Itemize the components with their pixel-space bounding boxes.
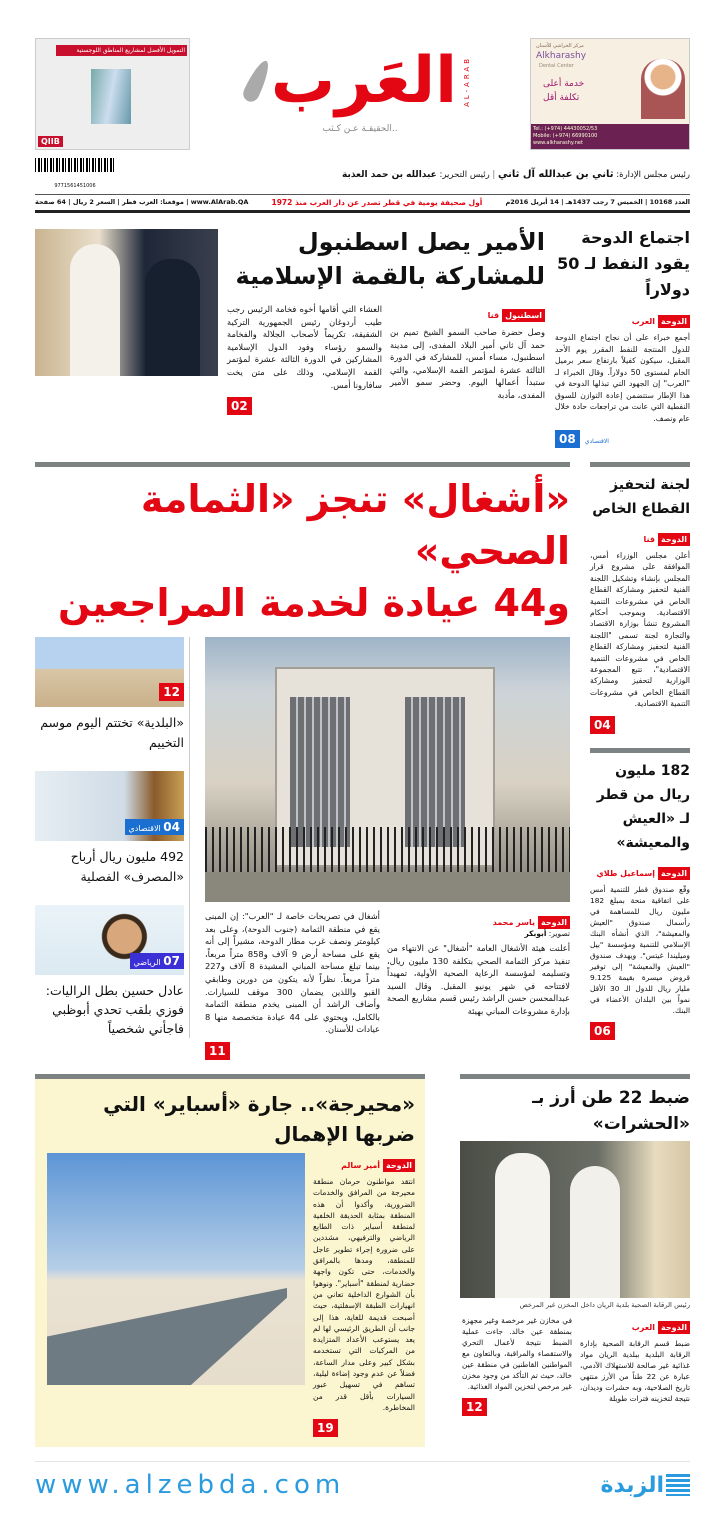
- brief-bank[interactable]: [35, 771, 184, 887]
- brief-section: الرياضي: [133, 958, 161, 967]
- right-column: [590, 462, 690, 1040]
- oil-headline: اجتماع الدوحة يقود النفط لـ 50 دولاراً: [557, 228, 690, 299]
- rice-story: [460, 1074, 690, 1416]
- desert-road-photo: [47, 1153, 305, 1385]
- logo-quill-icon: [240, 58, 273, 105]
- logo-block: [235, 38, 485, 150]
- dateline-source: قنا: [643, 535, 656, 544]
- brief-title: عادل حسين بطل الراليات: فوزي بلقب تحدي أبوظبي فاجأني شخصياً: [45, 983, 184, 1036]
- mehairja-body: انتقد مواطنون حرمان منطقة محيرجة من المرافق والخدمات الضرورية، وأكدوا أن هذه المنطقة بمثابة الحديقة الخلفية لمنطقة أسباير ذات الطابع الرياضي والترفيهي، مشددين على ضرورة إجراء تطوير عاجل للمنطقة، ومدها بالمرافق والخدمات، حتى تكون واجهة حضارية لمنطقة "أسباير". ونوهوا بأن الشوارع الداخلية تعاني من انهيارات الطبقة الإسفلتية، حيث أصبحت قديمة للغاية، هذا إلى جانب أن الطريق الرئيسي لها لم يعد يستوعب الأعداد المتزايدة من المركبات التي تستخدمه بشكل كبير وعلى مدار الساعة، فضلاً عن عدم وجود إضاءة ليلية، تساهم في تسهيل عبور السيارات بأقل قدر من المخاطرة.: [313, 1176, 415, 1412]
- brief-page-badge[interactable]: 04: [163, 820, 180, 834]
- dateline-source: قنا: [487, 311, 500, 320]
- slogan: ..الحقيقـة عـن كـثب: [322, 124, 398, 134]
- barcode: [35, 158, 115, 191]
- amir-body-col2: العشاء التي أقامها أخوه فخامة الرئيس رجب طيب أردوغان رئيس الجمهورية التركية الشقيقة، تكريماً لأصحاب الجلالة والفخامة والسمو رؤساء وفود الدول الإسلامية المشاركين في الدورة الثالثة عشرة لمؤتمر القمة الإسلامي، وذلك على متن يخت سافارونا أمس.: [227, 304, 382, 390]
- dateline-source: العرب: [631, 1322, 656, 1332]
- brief-title: «البلدية» تختتم اليوم موسم التخييم: [40, 715, 184, 750]
- brief-camping[interactable]: [35, 637, 184, 753]
- dateline-place: الدوحة: [658, 315, 690, 328]
- barcode-number: 9771561451006: [54, 183, 96, 189]
- ad-brand: Alkharashy: [536, 51, 587, 61]
- ad-sub: Dental Center: [539, 63, 574, 69]
- dateline-source: العرب: [631, 317, 656, 326]
- main-body-col2: أشغال في تصريحات خاصة لـ "العرب": إن المبنى يقع في منطقة الثمامة (جنوب الدوحة)، وعلى بعد كيلومتر ونصف غرب مطار الدوحة، مشيراً إلى أنه يقع على مساحة أرض 9 آلاف و858 متراً مربعاً، بينما تبلغ مساحة المباني المشيدة 8 آلاف و227 متراً مربعاً. نظراً لأنه يتكون من دورين وطابقي القبو واللذين يضمان 300 موقف للسيارات. وأضاف الراشد أن المبنى يخدم منطقة الثمامة بالكامل، ويحتوي على 44 عيادة متخصصة منها 8 عيادات للأسنان.: [205, 911, 380, 1035]
- mehairja-headline: «محيرجة».. جارة «أسباير» التي ضربها الإهمال: [103, 1091, 415, 1146]
- rice-caption: رئيس الرقابة الصحية بلدية الريان داخل المخزن غير المرخص: [519, 1300, 690, 1309]
- committee-page-badge[interactable]: 04: [590, 716, 615, 734]
- dateline-place: الدوحة: [658, 1321, 690, 1334]
- rice-body-col2: في مخازن غير مرخصة وغير مجهزة بمنطقة عين خالد. جاءت عملية الضبط نتيجة لأعمال التحري والاستقصاء والمراقبة، وبالتعاون مع المواطنين القاطنين في منطقة عين خالد، حيث تم التأكد من وجود مخزن غير مرخص لتخزين المواد الغذائية.: [462, 1315, 572, 1391]
- fund-body: وقّع صندوق قطر للتنمية أمس على اتفاقية منحة بمبلغ 182 مليون ريال للمساهمة في رأسمال صندوق "العيش والمعيشة"، الذي أنشأه البنك الإسلامي للتنمية ومؤسسة "بيل وميليندا غيتس". ويهدف صندوق "العيش والمعيشة" إلى توفير قروض ميسرة بقيمة 9.125 مليار ريال للدول الـ 30 الأقل نمواً بين البلدان الأعضاء في البنك.: [590, 884, 691, 1015]
- ad-contact: [531, 124, 689, 149]
- ad-tel: Tel.: (+974) 44430052/53: [533, 126, 598, 132]
- main-headline-1: «أشغال» تنجز «الثمامة الصحي»: [140, 477, 570, 573]
- oil-body: أجمع خبراء على أن نجاح اجتماع الدوحة للدول المنتجة للنفط المقرر يوم الأحد المقبل، سيكون كفيلاً بارتفاع سعر برميل الخام لمستوى 50 دولاراً. وقال الخبراء لـ "العرب" إن الجهود التي تبذلها الدوحة في هذا الإطار ستتضمن إعادة التوازن للسوق النفطية التي عانت من تراجعات حادة خلال عام ونصف.: [555, 333, 690, 423]
- brief-page-badge[interactable]: 12: [159, 683, 184, 701]
- dateline-place: الدوحة: [658, 533, 690, 546]
- oil-section-label: الاقتصادي: [584, 438, 609, 445]
- ad-book-image: [91, 69, 131, 124]
- masthead: [35, 38, 690, 150]
- fund-author: إسماعيل طلاي: [596, 868, 656, 878]
- brief-rally[interactable]: [35, 905, 184, 1038]
- ad-ar-name: مركز الخراشي للأسنان: [536, 43, 584, 49]
- amir-body-col1: وصل حضرة صاحب السمو الشيخ تميم بن حمد آل ثاني أمير البلاد المفدى، إلى مدينة اسطنبول، مساء أمس، للمشاركة في الدورة الثالثة عشرة لمؤتمر القمة الإسلامي، والتي ستبدأ أعمالها اليوم. وحضر سمو الأمير المفدى، مأدبة: [390, 327, 545, 400]
- bank-photo: [35, 771, 184, 841]
- site-meta[interactable]: www.AlArab.QA | موقعنا: العرب قطر | السعر 2 ريال | 64 صفحة: [35, 198, 249, 206]
- main-headline-2: و44 عيادة لخدمة المراجعين: [57, 581, 570, 625]
- ad-qiib[interactable]: [35, 38, 190, 150]
- ad-line2: تكلفة أقل: [543, 93, 580, 103]
- fund-page-badge[interactable]: 06: [590, 1022, 615, 1040]
- main-area: [35, 462, 570, 1060]
- tagline: أول صحيفة يومية في قطر تصدر عن دار العرب منذ 1972: [271, 198, 483, 207]
- ad-cartoon-family: [641, 59, 685, 119]
- rice-body-col1: ضبط قسم الرقابة الصحية بإدارة الرقابة البلدية ببلدية الريان مواد غذائية غير صالحة للاستهلاك الآدمي، عبارة عن 22 طناً من الأرز منتهي تاريخ الصلاحية، وبه حشرات وديدان، نتيجة لتخزينه فترات طويلة: [580, 1338, 690, 1403]
- amir-headline-2: للمشاركة بالقمة الإسلامية: [235, 262, 545, 290]
- rice-headline: ضبط 22 طن أرز بـ «الحشرات»: [532, 1087, 690, 1134]
- chairman-name: ثاني بن عبدالله آل ثاني: [497, 169, 614, 180]
- dateline-place: الدوحة: [538, 916, 570, 929]
- briefs-column: [35, 637, 190, 1038]
- rally-driver-photo: [35, 905, 184, 975]
- mehairja-page-badge[interactable]: 19: [313, 1419, 338, 1437]
- ad-qiib-brand: QIIB: [38, 136, 63, 147]
- mehairja-author: أمير سالم: [341, 1160, 381, 1170]
- oil-story: [555, 225, 690, 448]
- brief-page-badge[interactable]: 07: [163, 954, 180, 968]
- chairman-label: رئيس مجلس الإدارة:: [616, 170, 690, 180]
- rice-page-badge[interactable]: 12: [462, 1398, 487, 1416]
- main-page-badge[interactable]: 11: [205, 1042, 230, 1060]
- brief-title: 492 مليون ريال أرباح «المصرف» الفصلية: [70, 849, 184, 884]
- logo-latin: AL-ARAB: [463, 55, 472, 107]
- photographer: أبوبكر: [524, 929, 547, 938]
- amir-headline-1: الأمير يصل اسطنبول: [297, 228, 545, 256]
- thumama-health-center-photo: [205, 637, 570, 902]
- staff-row: رئيس مجلس الإدارة: ثاني بن عبدالله آل ثاني | رئيس التحرير: عبدالله بن حمد العذبة: [342, 169, 690, 180]
- menu-lines-icon: [666, 1474, 690, 1496]
- amir-erdogan-photo: [35, 229, 218, 376]
- amir-page-badge[interactable]: 02: [227, 397, 252, 415]
- editor-name: عبدالله بن حمد العذبة: [342, 170, 437, 180]
- fund-headline: 182 مليون ريال من قطر لـ «العيش والمعيشة»: [596, 762, 690, 851]
- ad-alkharashy[interactable]: [530, 38, 690, 150]
- committee-headline: لجنة لتحفيز القطاع الخاص: [592, 477, 690, 517]
- footer-url[interactable]: www.alzebda.com: [35, 1470, 346, 1501]
- dateline-place: اسطنبول: [502, 309, 545, 322]
- photo-label: تصوير:: [548, 929, 570, 938]
- issue-info: العدد 10168 | الخميس 7 رجب 1437هـ | 14 أبريل 2016م: [505, 198, 690, 206]
- brief-section: الاقتصادي: [128, 824, 161, 833]
- ad-line1: خدمة أعلى: [543, 79, 585, 89]
- amir-story: [35, 225, 545, 415]
- dateline-place: الدوحة: [658, 867, 690, 880]
- ad-web: www.alkharashy.net: [533, 140, 583, 146]
- camping-photo: [35, 637, 184, 707]
- dateline-place: الدوحة: [383, 1159, 415, 1172]
- newspaper-logo: العَرب: [270, 44, 458, 118]
- ad-qiib-title: التمويل الأفضل لمشاريع المناطق اللوجستية: [56, 45, 187, 56]
- footer-logo: [601, 1473, 690, 1498]
- committee-body: أعلن مجلس الوزراء أمس، الموافقة على مشروع قرار المجلس بإنشاء وتشكيل اللجنة الفنية لتحفيز ومشاركة القطاع الخاص في مشروعات التنمية الاقتصادية. وبموجب أحكام المشروع تنشأ بوزارة الاقتصاد والتجارة لجنة تسمى "اللجنة الفنية لتحفيز ومشاركة القطاع الخاص في مشروعات التنمية الاقتصادية"، تتبع المجموعة الوزارية لتحفيز ومشاركة القطاع الخاص في مشروعات التنمية الاقتصادية.: [590, 551, 690, 709]
- oil-page-badge[interactable]: 08: [555, 430, 580, 448]
- editor-label: رئيس التحرير:: [439, 170, 490, 180]
- mehairja-feature-box: [35, 1074, 425, 1447]
- main-body-col1: أعلنت هيئة الأشغال العامة "أشغال" عن الانتهاء من تنفيذ مركز الثمامة الصحي بتكلفة 130 مليون ريال، وتسليمه لمؤسسة الرعاية الصحية الأولية، تمهيداً لافتتاحه في شهر يونيو المقبل. وقال السيد عبدالمحسن حسن الراشد رئيس قسم مشاريع الصحة بإدارة مشروعات المباني بهيئة: [387, 943, 571, 1016]
- rice-warehouse-photo: [460, 1141, 690, 1298]
- main-author: ياسر محمد: [492, 918, 536, 927]
- ad-mobile: Mobile: (+974) 66990100: [533, 133, 598, 139]
- footer-logo-text: الزبدة: [600, 1472, 664, 1498]
